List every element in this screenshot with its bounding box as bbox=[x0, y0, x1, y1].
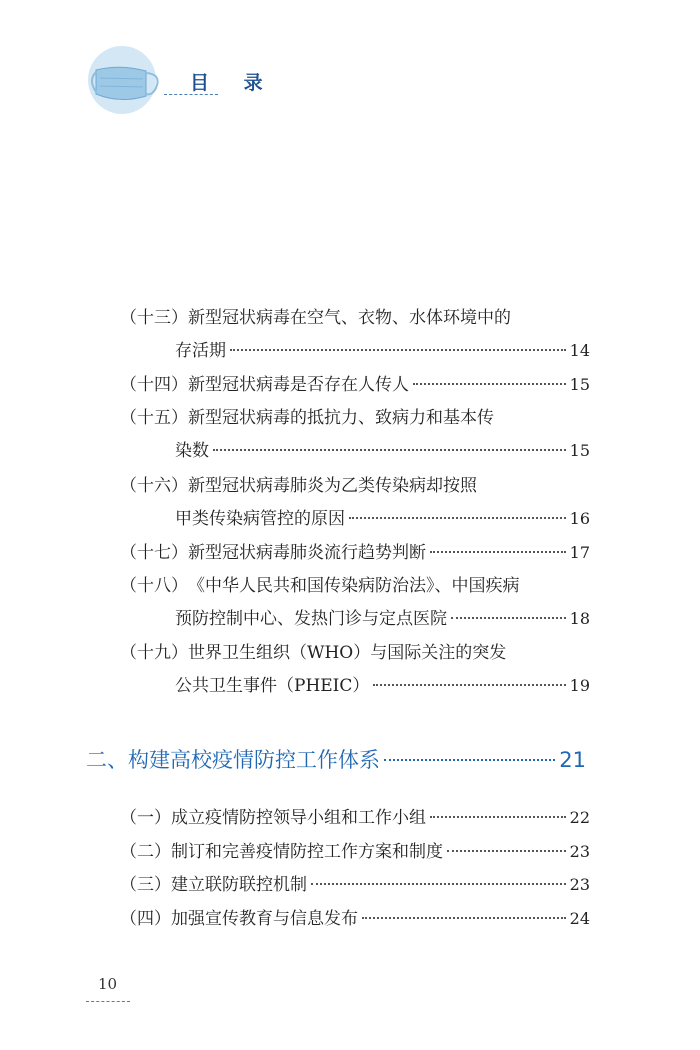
entry-title-continued: 预防控制中心、发热门诊与定点医院 bbox=[175, 609, 447, 629]
entry-title: 建立联防联控机制 bbox=[171, 875, 307, 895]
entry-title-continued: 公共卫生事件（PHEIC） bbox=[175, 676, 370, 696]
contents-title: 目 录 bbox=[190, 72, 277, 94]
entry-number: （十四） bbox=[120, 375, 188, 395]
toc-entry[interactable] bbox=[120, 541, 590, 565]
dot-leader bbox=[384, 759, 555, 761]
dot-leader bbox=[230, 349, 566, 351]
entry-number: （一） bbox=[120, 808, 171, 828]
entry-title: 成立疫情防控领导小组和工作小组 bbox=[171, 808, 426, 828]
toc-entry[interactable] bbox=[120, 373, 590, 397]
toc-entry[interactable] bbox=[120, 306, 590, 363]
page-header bbox=[0, 0, 700, 130]
entry-number: （四） bbox=[120, 909, 171, 929]
entry-title: 《中华人民共和国传染病防治法》、中国疾病 bbox=[188, 576, 520, 596]
header-dash-divider bbox=[164, 94, 218, 95]
entry-page: 23 bbox=[569, 875, 590, 894]
entry-number: （十五） bbox=[120, 408, 188, 428]
toc-entry[interactable] bbox=[120, 873, 590, 897]
page-number: 10 bbox=[98, 975, 118, 993]
entry-number: （十七） bbox=[120, 543, 188, 563]
toc-entry[interactable] bbox=[120, 806, 590, 830]
dot-leader bbox=[373, 684, 565, 686]
entry-title: 新型冠状病毒肺炎流行趋势判断 bbox=[188, 543, 426, 563]
entry-title: 加强宣传教育与信息发布 bbox=[171, 909, 358, 929]
entry-number: （三） bbox=[120, 875, 171, 895]
footer-dash-divider bbox=[86, 1001, 130, 1002]
toc-entry[interactable] bbox=[120, 574, 590, 631]
dot-leader bbox=[311, 883, 566, 885]
dot-leader bbox=[430, 816, 566, 818]
entry-page: 17 bbox=[569, 543, 590, 562]
dot-leader bbox=[349, 517, 566, 519]
entry-page: 15 bbox=[569, 375, 590, 394]
toc-entry[interactable] bbox=[120, 406, 590, 463]
toc-entry[interactable] bbox=[120, 907, 590, 931]
entry-number: （十六） bbox=[120, 476, 188, 496]
dot-leader bbox=[362, 917, 566, 919]
toc-entry[interactable] bbox=[120, 840, 590, 864]
entry-title: 世界卫生组织（WHO）与国际关注的突发 bbox=[188, 643, 507, 663]
entry-title: 新型冠状病毒是否存在人传人 bbox=[188, 375, 409, 395]
entry-title-continued: 染数 bbox=[175, 441, 209, 461]
entry-page: 15 bbox=[569, 441, 590, 460]
entry-number: （二） bbox=[120, 842, 171, 862]
toc-entry[interactable] bbox=[120, 474, 590, 531]
entry-page: 23 bbox=[569, 842, 590, 861]
entry-page: 16 bbox=[569, 509, 590, 528]
section-title: 二、构建高校疫情防控工作体系 bbox=[86, 748, 380, 772]
entry-title-continued: 甲类传染病管控的原因 bbox=[175, 509, 345, 529]
entry-number: （十三） bbox=[120, 308, 188, 328]
entry-title: 制订和完善疫情防控工作方案和制度 bbox=[171, 842, 443, 862]
toc-entry[interactable] bbox=[120, 641, 590, 698]
dot-leader bbox=[451, 617, 566, 619]
section-heading[interactable] bbox=[86, 744, 586, 774]
entry-title: 新型冠状病毒的抵抗力、致病力和基本传 bbox=[188, 408, 494, 428]
entry-page: 18 bbox=[569, 609, 590, 628]
section-page: 21 bbox=[559, 748, 586, 772]
dot-leader bbox=[447, 850, 566, 852]
entry-title-continued: 存活期 bbox=[175, 341, 226, 361]
entry-page: 19 bbox=[569, 676, 590, 695]
mask-icon bbox=[86, 44, 172, 116]
entry-number: （十八） bbox=[120, 576, 188, 596]
entry-number: （十九） bbox=[120, 643, 188, 663]
dot-leader bbox=[213, 449, 566, 451]
entry-page: 22 bbox=[569, 808, 590, 827]
entry-page: 24 bbox=[569, 909, 590, 928]
entry-title: 新型冠状病毒肺炎为乙类传染病却按照 bbox=[188, 476, 477, 496]
entry-page: 14 bbox=[569, 341, 590, 360]
entry-title: 新型冠状病毒在空气、衣物、水体环境中的 bbox=[188, 308, 511, 328]
dot-leader bbox=[430, 551, 566, 553]
dot-leader bbox=[413, 383, 566, 385]
